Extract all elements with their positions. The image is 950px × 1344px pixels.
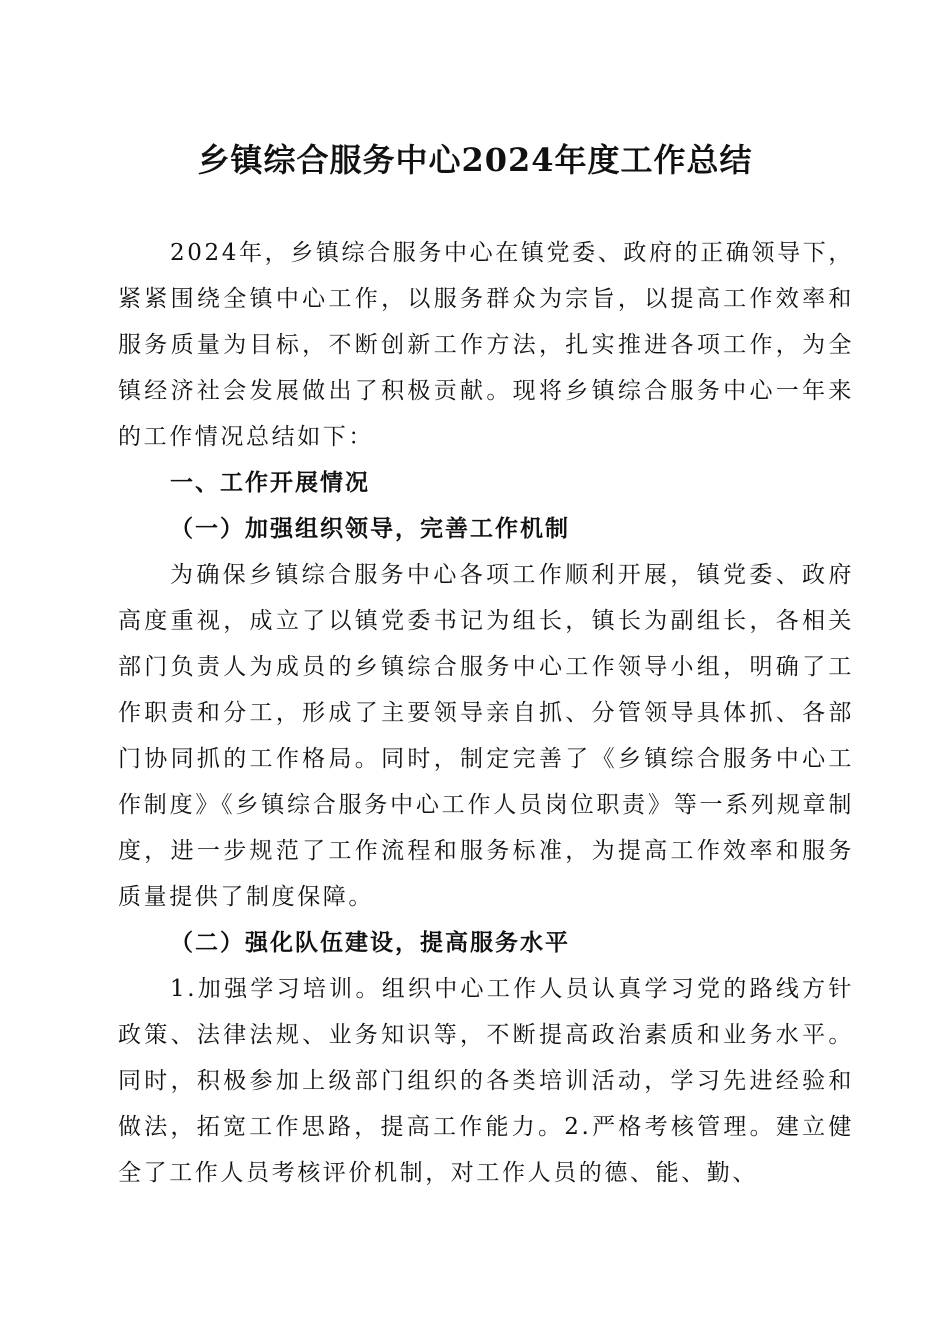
intro-paragraph: 2024年，乡镇综合服务中心在镇党委、政府的正确领导下，紧紧围绕全镇中心工作，以服务群众为宗旨，以提高工作效率和服务质量为目标，不断创新工作方法，扎实推进各项工作，为全镇经济社会发展做出了积极贡献。现将乡镇综合服务中心一年来的工作情况总结如下： (118, 240, 854, 450)
document-title: 乡镇综合服务中心2024年度工作总结 (197, 141, 753, 179)
subsection-heading-team-building: （二）强化队伍建设，提高服务水平 (170, 929, 570, 956)
subsection-heading-organization: （一）加强组织领导，完善工作机制 (170, 515, 570, 542)
document-body (118, 230, 854, 1196)
team-building-paragraph: 1.加强学习培训。组织中心工作人员认真学习党的路线方针政策、法律法规、业务知识等，不断提高政治素质和业务水平。同时，积极参加上级部门组织的各类培训活动，学习先进经验和做法，拓宽工作思路，提高工作能力。2.严格考核管理。建立健全了工作人员考核评价机制，对工作人员的德、能、勤、 (118, 976, 854, 1186)
section-heading-work-progress: 一、工作开展情况 (170, 470, 370, 496)
organization-paragraph: 为确保乡镇综合服务中心各项工作顺利开展，镇党委、政府高度重视，成立了以镇党委书记为组长，镇长为副组长，各相关部门负责人为成员的乡镇综合服务中心工作领导小组，明确了工作职责和分工，形成了主要领导亲自抓、分管领导具体抓、各部门协同抓的工作格局。同时，制定完善了《乡镇综合服务中心工作制度》《乡镇综合服务中心工作人员岗位职责》等一系列规章制度，进一步规范了工作流程和服务标准，为提高工作效率和服务质量提供了制度保障。 (118, 562, 854, 910)
